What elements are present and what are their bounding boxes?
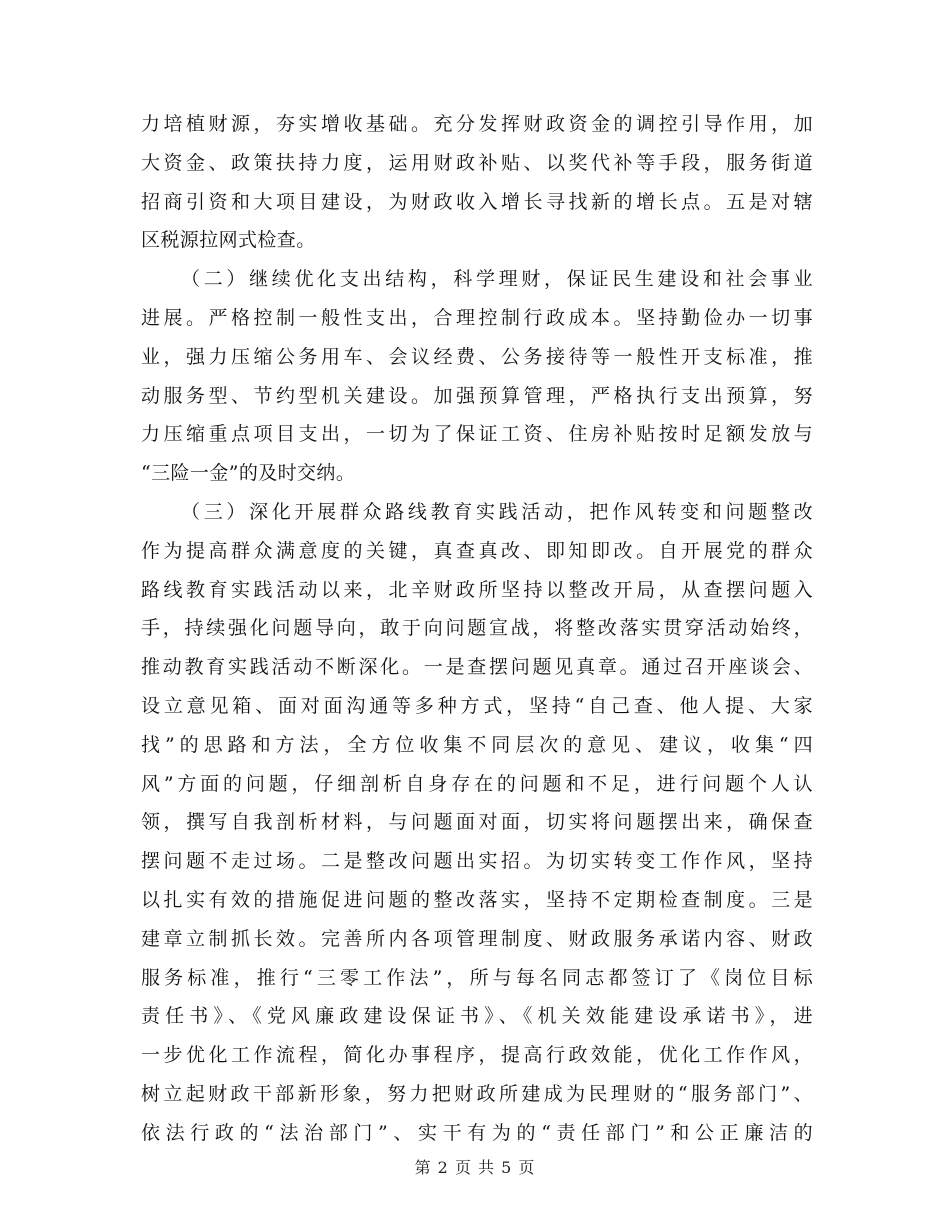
text-line: 力培植财源，夯实增收基础。充分发挥财政资金的调控引导作用，加 bbox=[141, 113, 813, 135]
text-line: 进展。严格控制一般性支出，合理控制行政成本。坚持勤俭办一切事 bbox=[141, 306, 813, 329]
text-line: “三险一金”的及时交纳。 bbox=[141, 462, 356, 485]
text-line: 作为提高群众满意度的关键，真查真改、即知即改。自开展党的群众 bbox=[141, 539, 813, 562]
text-line: 领，撰写自我剖析材料，与问题面对面，切实将问题摆出来，确保查 bbox=[141, 811, 813, 834]
body-text bbox=[141, 105, 813, 1153]
text-line: 推动教育实践活动不断深化。一是查摆问题见真章。通过召开座谈会、 bbox=[141, 656, 813, 679]
text-line: 树立起财政干部新形象，努力把财政所建成为民理财的“服务部门”、 bbox=[141, 1082, 813, 1105]
text-line: 服务标准，推行“三零工作法”，所与每名同志都签订了《岗位目标 bbox=[141, 966, 813, 989]
text-line: 摆问题不走过场。二是整改问题出实招。为切实转变工作作风，坚持 bbox=[141, 850, 813, 873]
text-line: 大资金、政策扶持力度，运用财政补贴、以奖代补等手段，服务街道 bbox=[141, 151, 813, 174]
text-line: 风”方面的问题，仔细剖析自身存在的问题和不足，进行问题个人认 bbox=[141, 772, 813, 795]
text-line: 以扎实有效的措施促进问题的整改落实，坚持不定期检查制度。三是 bbox=[141, 888, 813, 911]
text-line: 业，强力压缩公务用车、会议经费、公务接待等一般性开支标准，推 bbox=[141, 345, 813, 368]
text-line: 一步优化工作流程，简化办事程序，提高行政效能，优化工作作风， bbox=[141, 1044, 813, 1067]
text-line: 动服务型、节约型机关建设。加强预算管理，严格执行支出预算，努 bbox=[141, 384, 813, 407]
text-line: 找”的思路和方法，全方位收集不同层次的意见、建议，收集“四 bbox=[141, 733, 813, 756]
text-line: 力压缩重点项目支出，一切为了保证工资、住房补贴按时足额发放与 bbox=[141, 423, 813, 446]
text-line: 依法行政的“法治部门”、实干有为的“责任部门”和公正廉洁的 bbox=[141, 1121, 813, 1144]
text-line: （三）深化开展群众路线教育实践活动，把作风转变和问题整改 bbox=[181, 500, 813, 523]
text-line: 路线教育实践活动以来，北辛财政所坚持以整改开局，从查摆问题入 bbox=[141, 578, 813, 601]
text-line: 责任书》、《党风廉政建设保证书》、《机关效能建设承诺书》，进 bbox=[141, 1005, 813, 1028]
text-line: 手，持续强化问题导向，敢于向问题宣战，将整改落实贯穿活动始终， bbox=[141, 617, 813, 640]
page-footer: 第 2 页 共 5 页 bbox=[414, 1158, 536, 1177]
text-line: 建章立制抓长效。完善所内各项管理制度、财政服务承诺内容、财政 bbox=[141, 927, 813, 950]
text-line: 区税源拉网式检查。 bbox=[141, 229, 316, 252]
text-line: 设立意见箱、面对面沟通等多种方式，坚持“自己查、他人提、大家 bbox=[141, 694, 813, 717]
text-line: 招商引资和大项目建设，为财政收入增长寻找新的增长点。五是对辖 bbox=[141, 190, 813, 213]
text-line: （二）继续优化支出结构，科学理财，保证民生建设和社会事业 bbox=[181, 268, 813, 291]
